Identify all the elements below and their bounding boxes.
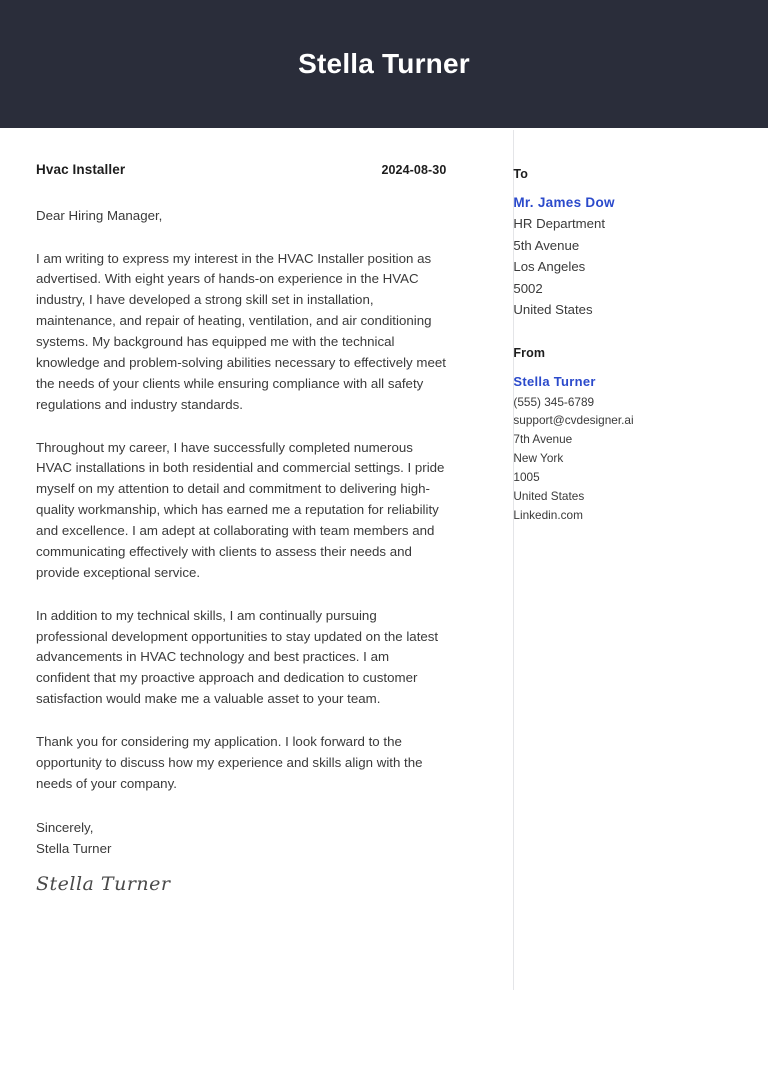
recipient-block <box>513 167 768 321</box>
sender-line: 7th Avenue <box>513 432 573 447</box>
recipient-line: 5002 <box>513 280 543 296</box>
letter-column <box>0 162 479 895</box>
recipient-line: United States <box>513 302 593 318</box>
from-heading: From <box>513 345 546 360</box>
candidate-name-title: Stella Turner <box>298 48 470 79</box>
letter-date: 2024-08-30 <box>381 163 447 177</box>
letter-paragraph: Throughout my career, I have successfully completed numerous HVAC installations in both residential and commercial settings. I pride myself on my attention to detail and commitment to delivering high-quality workmanship, which has earned me a reputation for reliability and excellence. I am adept at collaborating with team members and communicating effectively with clients to assess their needs and provide exceptional service. <box>36 439 445 580</box>
recipient-line: HR Department <box>513 216 606 231</box>
header-banner <box>0 0 768 128</box>
to-heading: To <box>513 167 528 181</box>
sender-email: support@cvdesigner.ai <box>513 413 634 428</box>
sender-name-sidebar: Stella Turner <box>513 373 596 389</box>
sender-website: Linkedin.com <box>513 507 583 522</box>
closing-block <box>36 817 446 860</box>
recipient-name: Mr. James Dow <box>513 195 615 210</box>
letter-paragraph: I am writing to express my interest in the HVAC Installer position as advertised. With eight years of hands-on experience in the HVAC industry, I have developed a strong skill set in installation, maintenance, and repair of heating, ventilation, and air conditioning systems. My background has equipped me with the technical knowledge and problem-solving abilities necessary to effectively meet the needs of your clients while ensuring compliance with all safety regulations and industry standards. <box>36 250 446 412</box>
letter-paragraph: Thank you for considering my application. I look forward to the opportunity to discuss how my experience and skills align with the needs of your company. <box>36 734 423 791</box>
sender-name: Stella Turner <box>36 841 112 856</box>
sender-phone: (555) 345-6789 <box>513 394 595 409</box>
letter-paragraph: In addition to my technical skills, I am continually pursuing professional development opportunities to stay updated on the latest advancements in HVAC technology and best practices. I am confident that my proactive approach and dedication to customer satisfaction would make me a valuable asset to your team. <box>36 607 439 707</box>
signature-script: Stella Turner <box>36 873 171 896</box>
sender-line: 1005 <box>513 470 540 485</box>
letter-header-row <box>36 162 446 177</box>
recipient-line: 5th Avenue <box>513 237 580 253</box>
sender-block <box>513 346 768 525</box>
job-title: Hvac Installer <box>36 162 126 177</box>
document-body <box>0 128 768 895</box>
recipient-line: Los Angeles <box>513 259 586 275</box>
sidebar-column <box>513 162 768 550</box>
sender-line: New York <box>513 451 564 466</box>
sender-line: United States <box>513 488 585 503</box>
salutation: Dear Hiring Manager, <box>36 208 163 223</box>
closing-salutation: Sincerely, <box>36 819 94 835</box>
